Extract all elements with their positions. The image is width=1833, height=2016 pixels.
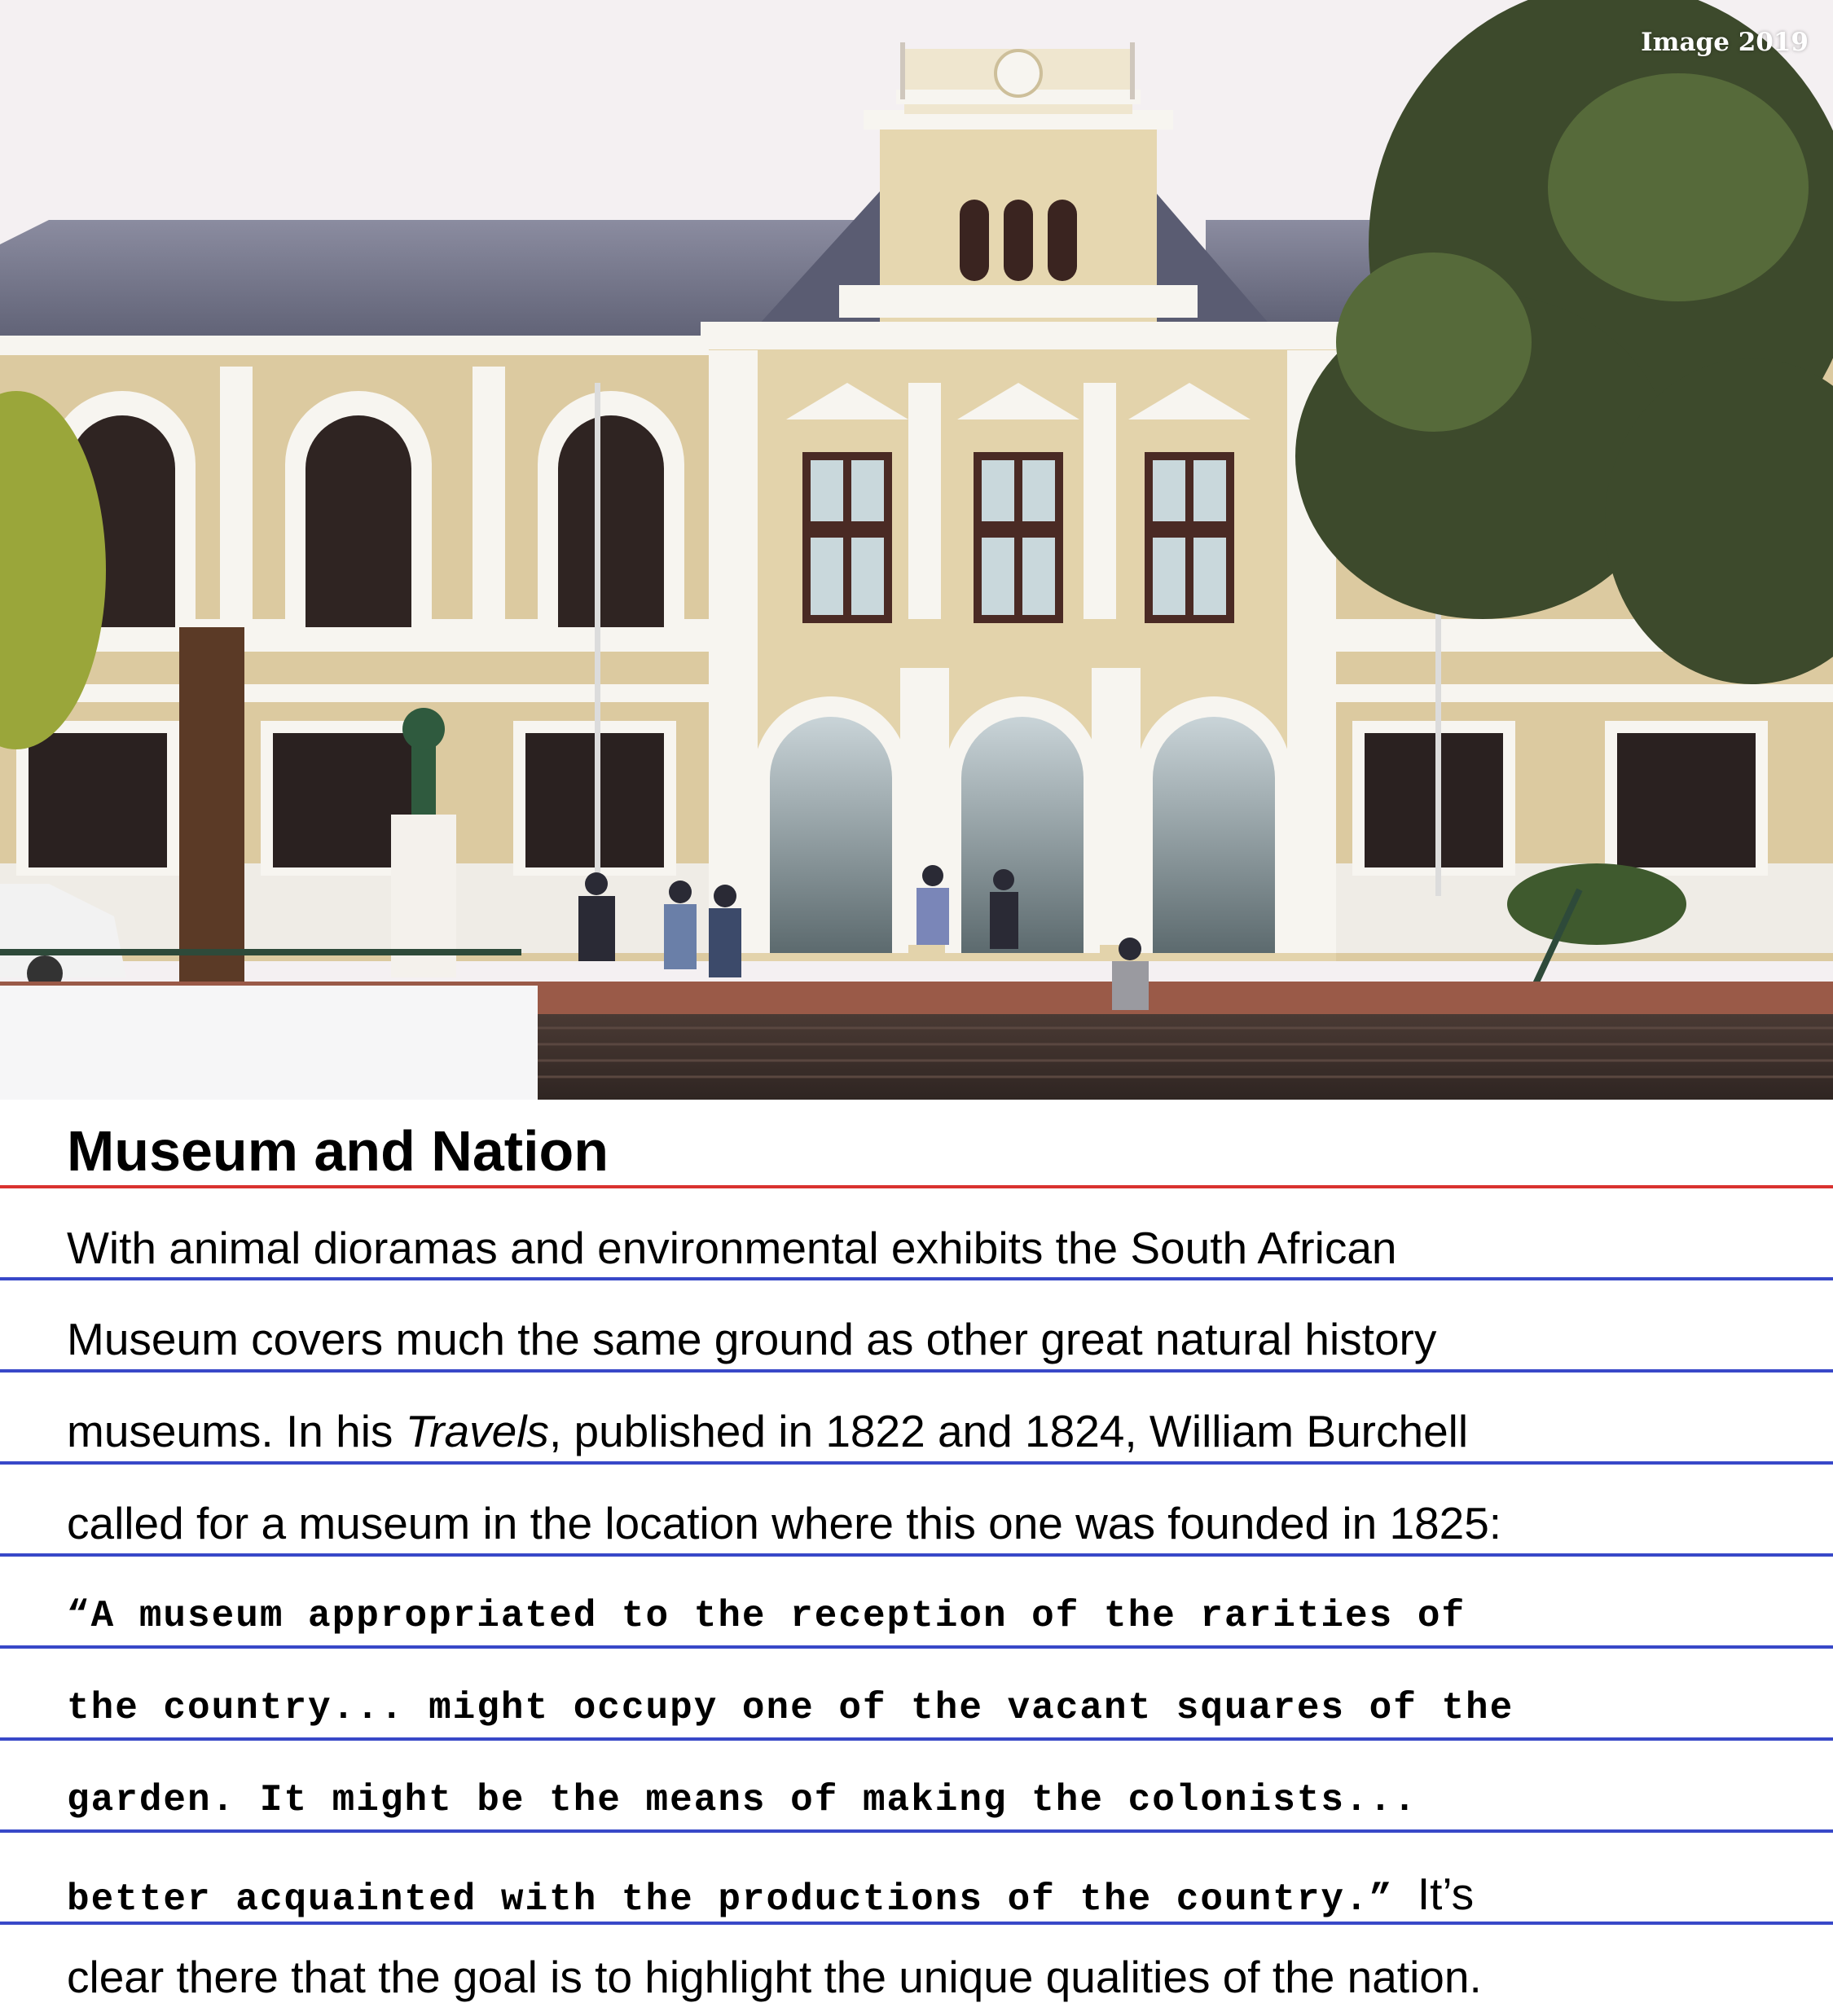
image-caption: Image 2019 [1641,28,1809,57]
line-rule [0,1553,1833,1557]
quote-line: garden. It might be the means of making the colonists... [67,1779,1418,1821]
closing-line: clear there that the goal is to highlight the unique qualities of the nation. [67,1952,1482,2002]
line-rule [0,1369,1833,1373]
line-rule [0,1277,1833,1280]
line-rule [0,1829,1833,1833]
title-rule [0,1185,1833,1188]
body-line: With animal dioramas and environmental exhibits the South African [67,1223,1397,1273]
line-rule [0,1645,1833,1649]
line-rule [0,1737,1833,1741]
quote-line: better acquainted with the productions of the country.” It’s [67,1869,1475,1921]
body-line: Museum covers much the same ground as other great natural history [67,1314,1437,1364]
body-line: called for a museum in the location where this one was founded in 1825: [67,1498,1502,1548]
article-title: Museum and Nation [67,1119,609,1183]
quote-line: “A museum appropriated to the reception of the rarities of [67,1595,1466,1637]
line-rule [0,1922,1833,1925]
book-title: Travels [405,1406,549,1456]
quote-tail: It’s [1417,1869,1475,1919]
line-rule [0,1461,1833,1465]
quote-line: the country... might occupy one of the vacant squares of the [67,1687,1514,1729]
body-line: museums. In his Travels, published in 1822 and 1824, William Burchell [67,1406,1469,1456]
